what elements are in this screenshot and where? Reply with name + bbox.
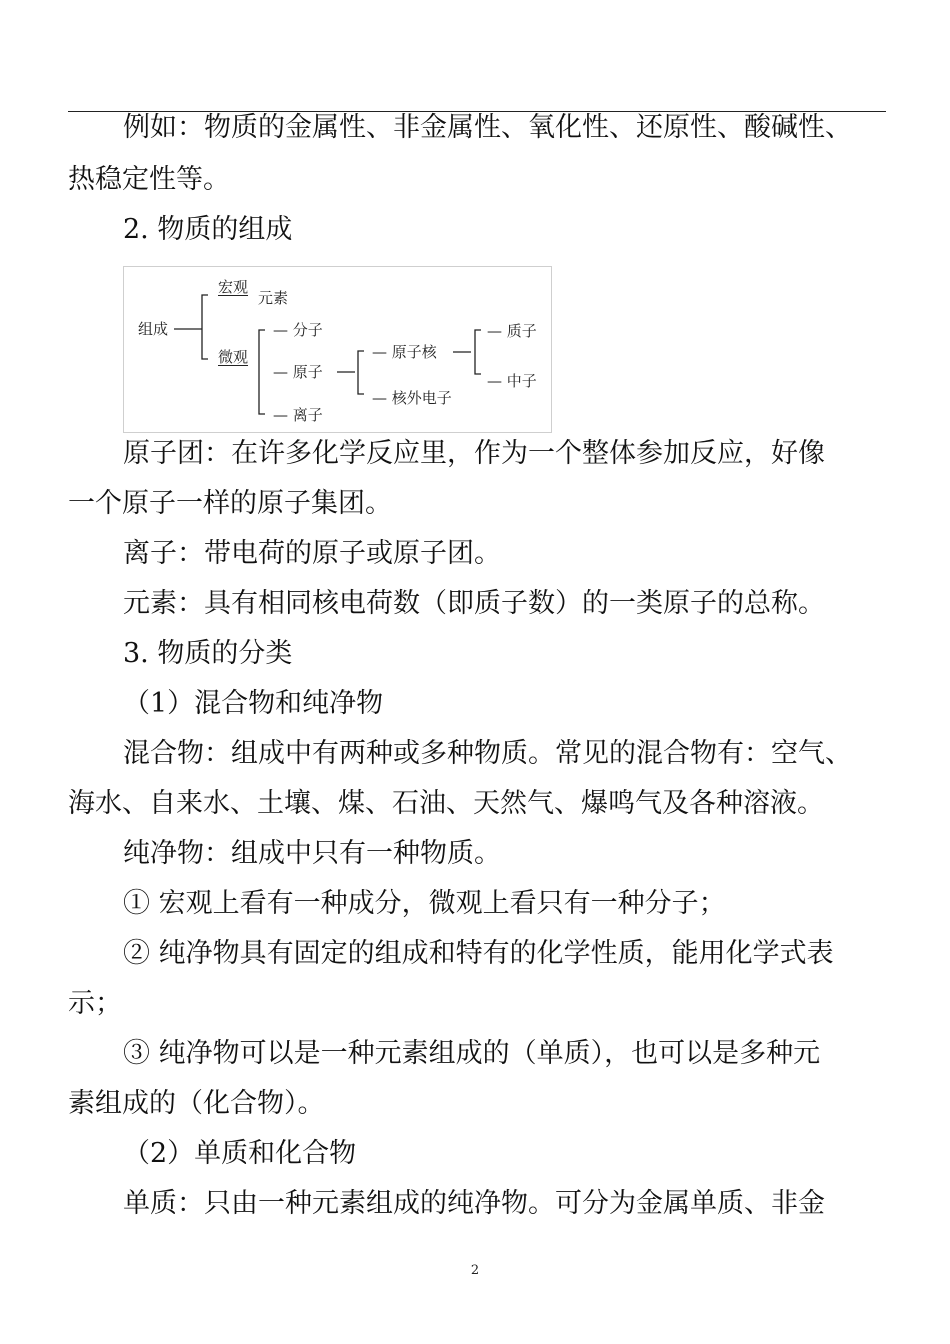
diagram-atom-label: — 原子 bbox=[273, 363, 323, 381]
paragraph-line: 例如：物质的金属性、非金属性、氧化性、还原性、酸碱性、 bbox=[123, 112, 852, 143]
subsection-heading: （2）单质和化合物 bbox=[123, 1138, 357, 1169]
subsection-heading: （1）混合物和纯净物 bbox=[123, 688, 384, 719]
composition-diagram bbox=[123, 266, 552, 433]
diagram-ion-label: — 离子 bbox=[273, 406, 323, 424]
list-item: ① 宏观上看有一种成分，微观上看只有一种分子； bbox=[123, 888, 726, 919]
list-item: ③ 纯净物可以是一种元素组成的（单质），也可以是多种元 bbox=[123, 1038, 821, 1069]
diagram-electron-label: — 核外电子 bbox=[372, 389, 452, 407]
section-heading: 3. 物质的分类 bbox=[123, 638, 293, 669]
diagram-lines bbox=[124, 267, 553, 434]
diagram-proton-label: — 质子 bbox=[487, 322, 537, 340]
diagram-neutron-label: — 中子 bbox=[487, 372, 537, 390]
section-heading: 2. 物质的组成 bbox=[123, 214, 293, 245]
diagram-micro-label: 微观 bbox=[218, 348, 249, 366]
diagram-molecule-label: — 分子 bbox=[273, 321, 323, 339]
paragraph-line: 素组成的（化合物）。 bbox=[68, 1088, 325, 1119]
paragraph-line: 示； bbox=[68, 988, 122, 1019]
paragraph-line: 海水、自来水、土壤、煤、石油、天然气、爆鸣气及各种溶液。 bbox=[68, 788, 824, 819]
diagram-ion-text: 离子 bbox=[292, 406, 323, 424]
list-item: ② 纯净物具有固定的组成和特有的化学性质，能用化学式表 bbox=[123, 938, 834, 969]
diagram-nucleus-label: — 原子核 bbox=[372, 343, 437, 361]
paragraph-line: 混合物：组成中有两种或多种物质。常见的混合物有：空气、 bbox=[123, 738, 852, 769]
paragraph-line: 热稳定性等。 bbox=[68, 164, 230, 195]
diagram-proton-text: 质子 bbox=[506, 322, 537, 340]
paragraph-line: 纯净物：组成中只有一种物质。 bbox=[123, 838, 501, 869]
paragraph-line: 离子：带电荷的原子或原子团。 bbox=[123, 538, 501, 569]
diagram-root-label: 组成 bbox=[138, 320, 169, 338]
paragraph-line: 一个原子一样的原子集团。 bbox=[68, 488, 392, 519]
page-number: 2 bbox=[470, 1263, 480, 1278]
diagram-element-label: 元素 bbox=[258, 289, 289, 307]
diagram-electron-text: 核外电子 bbox=[391, 389, 452, 407]
paragraph-line: 元素：具有相同核电荷数（即质子数）的一类原子的总称。 bbox=[123, 588, 825, 619]
diagram-atom-text: 原子 bbox=[292, 363, 323, 381]
diagram-nucleus-text: 原子核 bbox=[391, 343, 437, 361]
paragraph-line: 原子团：在许多化学反应里，作为一个整体参加反应，好像 bbox=[123, 438, 825, 469]
diagram-molecule-text: 分子 bbox=[292, 321, 323, 339]
diagram-macro-label: 宏观 bbox=[218, 278, 249, 296]
diagram-neutron-text: 中子 bbox=[506, 372, 537, 390]
paragraph-line: 单质：只由一种元素组成的纯净物。可分为金属单质、非金 bbox=[123, 1188, 825, 1219]
